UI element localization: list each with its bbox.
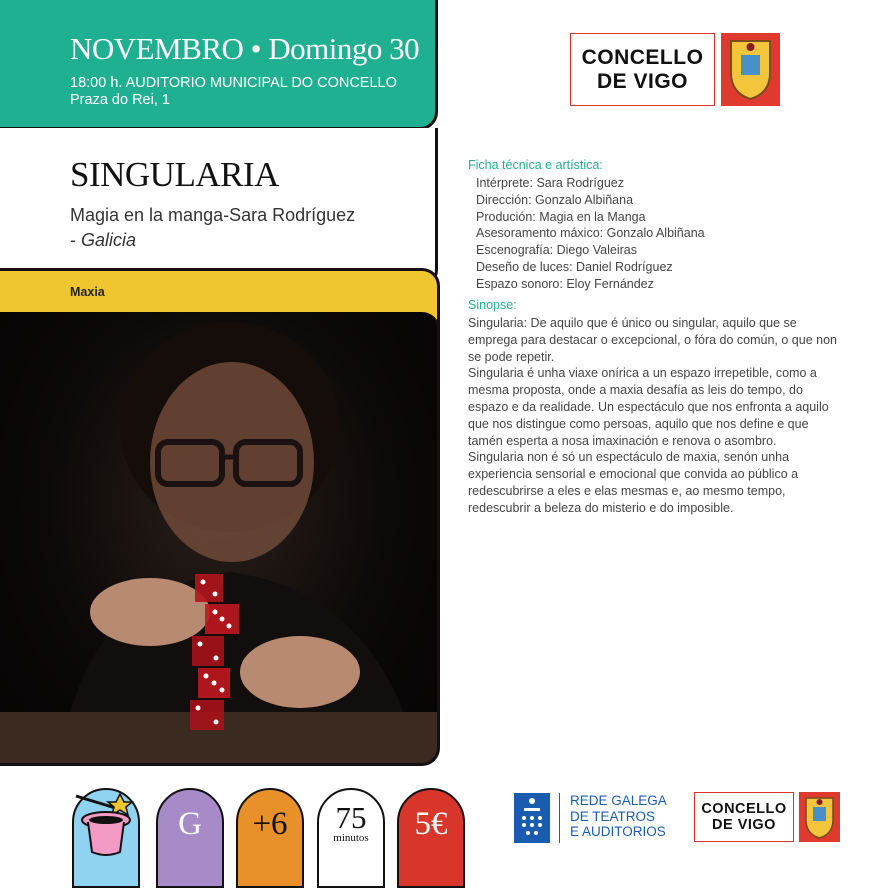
rating-value: G xyxy=(178,806,202,842)
ficha-list xyxy=(476,175,705,293)
ficha-item: Produción: Magia en la Manga xyxy=(476,209,646,224)
ficha-item: Escenografía: Diego Valeiras xyxy=(476,243,637,258)
xunta-emblem-icon xyxy=(514,793,550,843)
sinopse-paragraph: Singularia: De aquilo que é único ou singular, aquilo que se emprega para destacar o excepcional, o fóra do común, o que non se pode repetir. xyxy=(468,316,837,364)
performer-illustration xyxy=(0,312,440,766)
concello-vigo-wordmark-small xyxy=(694,792,794,842)
rede-line2: DE TEATROS xyxy=(570,808,656,824)
show-photo xyxy=(0,312,440,766)
concello-line2: DE VIGO xyxy=(712,817,776,833)
show-company xyxy=(70,203,430,253)
duration-unit: minutos xyxy=(333,832,369,844)
event-venue xyxy=(70,75,397,109)
origin: Galicia xyxy=(81,230,137,250)
show-title: SINGULARIA xyxy=(70,155,279,194)
die-1 xyxy=(195,574,223,602)
concello-line2: DE VIGO xyxy=(596,69,689,93)
divider xyxy=(559,793,560,843)
die-5 xyxy=(190,700,224,730)
address: Praza do Rei, 1 xyxy=(70,92,170,108)
age-value: +6 xyxy=(252,806,288,842)
rede-line1: REDE GALEGA xyxy=(570,793,667,808)
duration-badge xyxy=(317,788,385,888)
sinopse-heading: Sinopse: xyxy=(468,298,517,312)
time-venue: 18:00 h. AUDITORIO MUNICIPAL DO CONCELLO xyxy=(70,75,397,91)
ficha-item: Intérprete: Sara Rodríguez xyxy=(476,176,624,190)
age-badge xyxy=(236,788,304,888)
origin-prefix: - xyxy=(70,230,81,250)
rede-text xyxy=(570,793,667,840)
genre-label: Maxia xyxy=(70,285,105,299)
sinopse-paragraph: Singularia non é só un espectáculo de maxia, senón unha experiencia sensorial e emocional que convida ao público a redescubrirse a eles e elas mesmas e, ao mesmo tempo, redescubrir a beleza do misterio e do imposible. xyxy=(468,450,799,515)
ficha-item: Espazo sonoro: Eloy Fernández xyxy=(476,276,654,291)
ficha-item: Deseño de luces: Daniel Rodríguez xyxy=(476,259,673,274)
magic-genre-badge xyxy=(72,788,140,888)
ficha-item: Asesoramento máxico: Gonzalo Albiñana xyxy=(476,226,705,241)
concello-vigo-logo xyxy=(570,33,780,106)
die-3 xyxy=(192,636,224,666)
magic-hat-icon xyxy=(74,790,138,860)
vigo-shield-icon xyxy=(721,33,780,106)
vigo-shield-icon xyxy=(799,792,840,842)
sinopse-paragraph: Singularia é unha viaxe onírica a un espazo irrepetible, como a mesma proposta, onde a maxia desafía as leis do tempo, do espazo e da realidade. Un espectáculo que nos enfronta a aquilo que nos distingue como persoas, aquilo que nos define e que tamén esperta a nosa imaxinación e renova o asombro. xyxy=(468,366,829,448)
duration-value: 75 xyxy=(335,800,367,835)
rede-line3: E AUDITORIOS xyxy=(570,824,666,839)
concello-line1: CONCELLO xyxy=(701,800,787,817)
price-badge xyxy=(397,788,465,888)
concello-line1: CONCELLO xyxy=(581,45,704,69)
company-name: Magia en la manga-Sara Rodríguez xyxy=(70,205,356,225)
rating-badge xyxy=(156,788,224,888)
event-date: NOVEMBRO • Domingo 30 xyxy=(70,31,420,66)
rede-galega-logo xyxy=(514,793,674,845)
ficha-heading: Ficha técnica e artística: xyxy=(468,158,603,172)
sinopse-text xyxy=(468,315,840,517)
ficha-item: Dirección: Gonzalo Albiñana xyxy=(476,192,634,207)
concello-vigo-logo-small xyxy=(694,792,840,842)
concello-vigo-wordmark xyxy=(570,33,715,106)
price-value: 5€ xyxy=(414,806,448,842)
